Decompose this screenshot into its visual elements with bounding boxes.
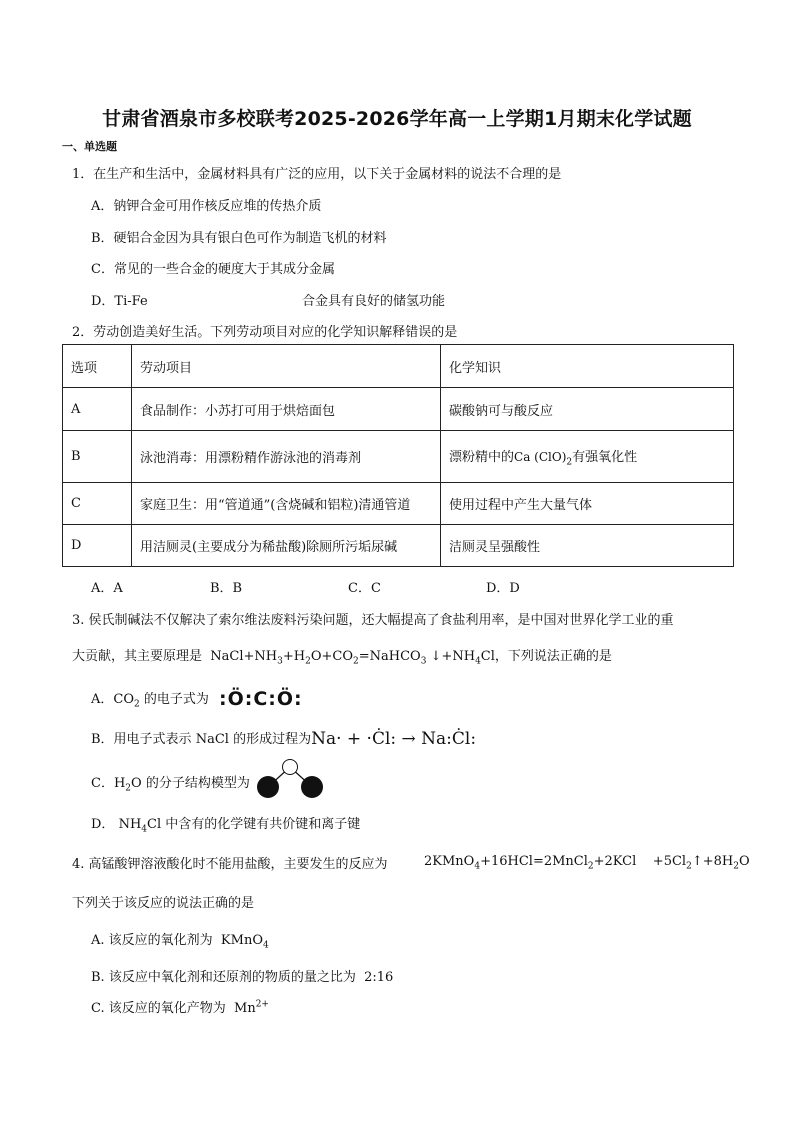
table-header-cell: 劳动项目 [132,345,441,388]
formula-co2 [113,692,140,710]
table-header-cell: 化学知识 [441,345,734,388]
formula-ca-clo: Ca (ClO) [514,449,567,464]
eq-part: O [738,854,750,869]
q4-option-c [91,997,269,1016]
table-cell: D [63,525,132,567]
table-row [63,525,734,567]
q1-option-d [91,290,148,309]
table-cell: C [63,483,132,525]
table-row [63,388,734,431]
q3-option-b [91,728,476,748]
formula-part: NH [118,817,142,832]
option-label: B．用电子式表示 [91,732,192,747]
q3-stem-text: ，下列说法正确的是 [494,649,612,664]
co2-electron-formula: :Ö:C:Ö: [219,688,303,710]
eq-part: 2KMnO [424,854,475,869]
page-title: 甘肃省酒泉市多校联考2025-2026学年高一上学期1月期末化学试题 [102,108,692,130]
q1-option-a: A．钠钾合金可用作核反应堆的传热介质 [91,199,322,214]
table-cell-text: 有强氧化性 [572,449,638,465]
eq-part: O+CO [310,649,353,664]
atom-dark [301,776,323,798]
option-text: C. 该反应的氧化产物为 [91,1001,226,1016]
eq-sub: 2 [733,861,739,872]
eq-part: +2KCl [593,854,637,869]
option-text: 的分子结构模型为 [141,776,250,791]
q2-table [62,344,734,567]
q1-option-c: C．常见的一些合金的硬度大于其成分金属 [91,262,335,277]
eq-sub: 2 [352,656,359,667]
q3-stem-text: 大贡献，其主要原理是 [72,649,203,664]
section-heading: 一、单选题 [62,140,117,153]
h2o-molecule-model [254,757,328,801]
table-cell: 食品制作：小苏打可用于烘焙面包 [132,388,441,431]
formula-part: H [113,776,126,791]
q2-stem: 2．劳动创造美好生活。下列劳动项目对应的化学知识解释错误的是 [72,325,458,340]
eq-part: +5Cl [652,854,687,869]
table-cell: 泳池消毒：用漂粉精作游泳池的消毒剂 [132,431,441,483]
atom-light [283,760,298,775]
option-text: 的形成过程为 [228,732,312,747]
eq-part: NaCl+NH [210,649,278,664]
q4-equation [424,854,750,872]
table-cell: B [63,431,132,483]
q1-option-b: B．硬铝合金因为具有银白色可作为制造飞机的材料 [91,231,387,246]
q2-option-b: B．B [210,581,243,596]
option-label: D． [91,817,115,832]
nacl-formation-process: Na· + ·Ċl: → Na:Ċl: [311,729,477,749]
table-cell: 碳酸钠可与酸反应 [441,388,734,431]
q3-stem-line1: 3. 侯氏制碱法不仅解决了索尔维法废料污染问题，还大幅提高了食盐利用率，是中国对世界化学工业的重 [72,613,674,628]
formula-mn-ion [234,1001,269,1016]
formula-nacl: NaCl [195,732,229,747]
formula-sup: 2+ [255,999,269,1010]
eq-sub: 4 [474,861,481,872]
option-text: B. 该反应中氧化剂和还原剂的物质的量之比为 [91,970,356,985]
q1-stem: 1．在生产和生活中，金属材料具有广泛的应用，以下关于金属材料的说法不合理的是 [72,167,562,182]
q3-stem-line2 [72,645,612,667]
eq-sub: 2 [305,656,311,667]
table-cell [441,431,734,483]
q3-option-d [91,813,360,835]
formula-sub: 4 [262,940,269,951]
formula-part: Cl [147,817,162,832]
eq-part: Cl [480,649,495,664]
formula-sub: 4 [141,824,148,835]
q3-equation [210,649,495,667]
eq-part: +H [282,649,306,664]
formula-subscript: 2 [566,457,573,468]
option-text: A. 该反应的氧化剂为 [91,933,213,948]
eq-part: =NaHCO [358,649,421,664]
q4-option-b [91,966,393,985]
eq-part: ↑+8H [691,854,734,869]
eq-sub: 3 [277,656,283,667]
eq-sub: 2 [587,861,594,872]
q1-option-d-text: 合金具有良好的储氢功能 [302,294,446,309]
formula-nh4cl [118,817,162,835]
eq-sub: 4 [475,656,481,667]
eq-part: ↓+NH [426,649,476,664]
formula-part: O [131,776,142,791]
option-label: A． [91,692,114,707]
table-cell: 使用过程中产生大量气体 [441,483,734,525]
atom-dark [257,776,279,798]
formula-h2o [113,776,142,794]
eq-sub: 2 [686,861,692,872]
q4-stem-line2: 下列关于该反应的说法正确的是 [72,896,255,911]
ratio-value: 2:16 [364,970,394,985]
q3-option-a [91,686,303,710]
q3-option-c [91,772,250,794]
option-text: 中含有的化学键有共价键和离子键 [161,817,361,832]
table-cell-text: 漂粉精中的 [449,449,515,465]
formula-kmno4 [220,933,269,951]
q4-stem-line1 [72,853,388,872]
table-header-row [63,345,734,388]
eq-sub: 3 [420,656,427,667]
option-label: C． [91,776,114,791]
formula-sub: 2 [134,699,140,710]
table-cell: A [63,388,132,431]
table-cell: 家庭卫生：用“管道通”(含烧碱和铝粒)清通管道 [132,483,441,525]
formula-sub: 2 [125,783,132,794]
table-header-cell: 选项 [63,345,132,388]
table-row [63,483,734,525]
q2-option-a: A．A [91,581,123,596]
formula-part: Mn [234,1001,256,1016]
q2-option-c: C．C [348,581,381,596]
eq-part: +16HCl=2MnCl [480,854,588,869]
table-row [63,431,734,483]
option-text: 的电子式为 [139,692,209,707]
table-cell: 用洁厕灵(主要成分为稀盐酸)除厕所污垢尿碱 [132,525,441,567]
q1-option-d-label: D．Ti-Fe [91,294,148,309]
formula-part: KMnO [220,933,263,948]
q4-stem-text: 4. 高锰酸钾溶液酸化时不能用盐酸，主要发生的反应为 [72,857,388,872]
table-cell: 洁厕灵呈强酸性 [441,525,734,567]
q4-option-a [91,929,269,951]
q2-option-d: D．D [486,581,520,596]
formula-part: CO [113,692,134,707]
